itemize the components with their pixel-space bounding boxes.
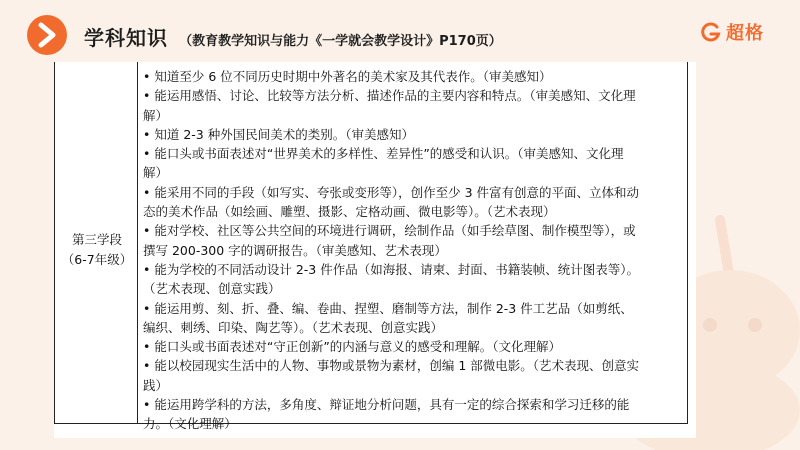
- brand-logo: [700, 20, 764, 44]
- content-line: • 能口头或书面表述对“守正创新”的内涵与意义的感受和理解。（文化理解）: [143, 339, 562, 355]
- title-main: 学科知识: [84, 26, 168, 50]
- header-bar: [0, 0, 800, 62]
- content-line: • 能采用不同的手段（如写实、夸张或变形等），创作至少 3 件富有创意的平面、立体和动: [143, 184, 639, 200]
- content-line: • 知道 2-3 种外国民间美术的类别。（审美感知）: [143, 126, 414, 142]
- content-line: 解）: [143, 165, 169, 181]
- content-line: • 能对学校、社区等公共空间的环境进行调研，绘制作品（如手绘草图、制作模型等），或: [143, 223, 636, 239]
- stage-name: 第三学段: [71, 232, 122, 247]
- logo-text: 超格: [726, 23, 764, 44]
- content-line: • 能运用跨学科的方法，多角度、辩证地分析问题，具有一定的综合探索和学习迁移的能: [143, 397, 630, 413]
- table-cell-stage: [54, 62, 138, 424]
- page-title: [84, 22, 502, 51]
- title-subtitle: （教育教学知识与能力《一学就会教学设计》P170页）: [179, 34, 502, 49]
- content-line: 解）: [143, 107, 169, 123]
- content-line: • 能口头或书面表述对“世界美术的多样性、差异性”的感受和认识。（审美感知、文化理: [143, 146, 624, 162]
- content-line: • 知道至少 6 位不同历史时期中外著名的美术家及其代表作。（审美感知）: [143, 69, 552, 84]
- content-line: • 能为学校的不同活动设计 2-3 件作品（如海报、请柬、封面、书籍装帧、统计图表等）。: [143, 261, 639, 277]
- stage-label: [55, 230, 139, 270]
- document-page: [54, 62, 696, 438]
- content-line: 态的美术作品（如绘画、雕塑、摄影、定格动画、微电影等）。（艺术表现）: [143, 204, 556, 220]
- content-line: （艺术表现、创意实践）: [143, 281, 281, 297]
- content-line: 编织、刺绣、印染、陶艺等）。（艺术表现、创意实践）: [143, 319, 444, 335]
- content-line: 践）: [143, 377, 169, 393]
- content-line: • 能运用剪、刻、折、叠、编、卷曲、捏塑、磨制等方法，制作 2-3 件工艺品（如剪纸、: [143, 300, 633, 316]
- g-logo-icon: [700, 21, 722, 43]
- content-line: 力。（文化理解）: [143, 416, 237, 432]
- content-line: 撰写 200-300 字的调研报告。（审美感知、艺术表现）: [143, 242, 447, 258]
- content-line: • 能运用感悟、讨论、比较等方法分析、描述作品的主要内容和特点。（审美感知、文化理: [143, 88, 636, 104]
- stage-grade: （6-7年级）: [61, 252, 133, 267]
- table-cell-content: [137, 62, 688, 432]
- content-line: • 能以校园现实生活中的人物、事物或景物为素材，创编 1 部微电影。（艺术表现、创意实: [143, 358, 639, 374]
- arrow-right-icon: [27, 15, 67, 55]
- content-lines: [143, 67, 683, 434]
